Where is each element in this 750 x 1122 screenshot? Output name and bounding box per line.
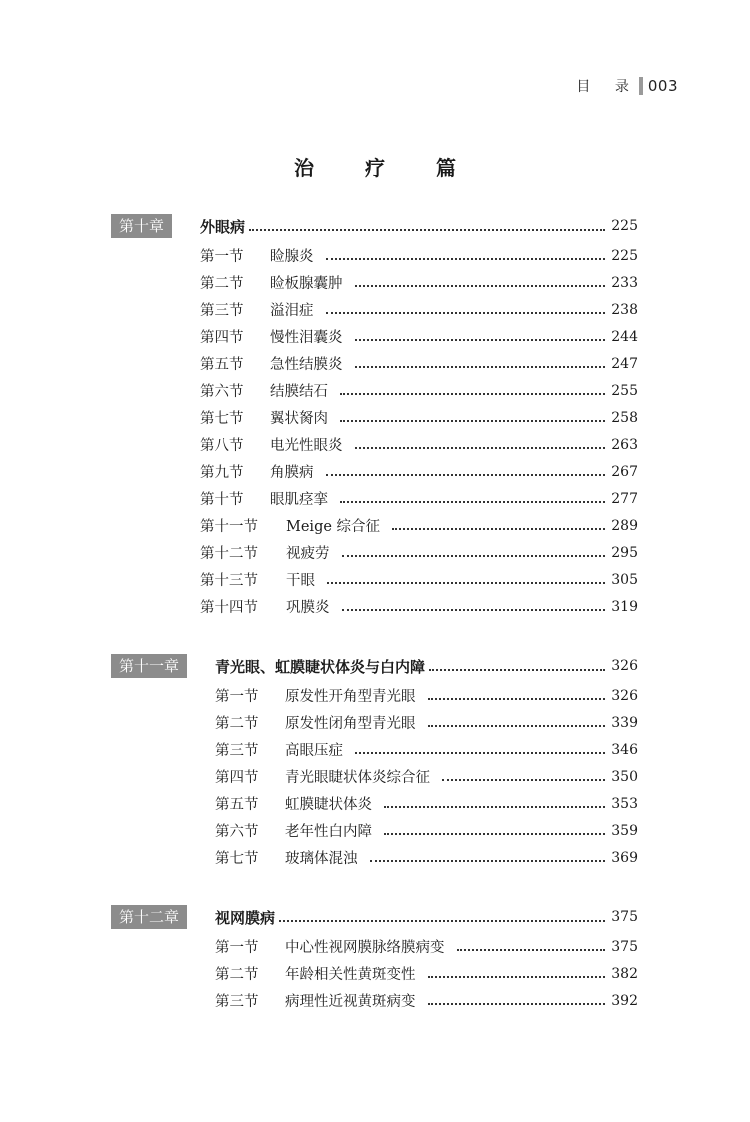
- toc-section-row[interactable]: [200, 323, 638, 350]
- toc-section-row[interactable]: [215, 933, 638, 960]
- section-title: 中心性视网膜脉络膜病变: [285, 940, 445, 956]
- dot-leader: [355, 338, 606, 341]
- toc-section-row[interactable]: [200, 431, 638, 458]
- chapter-title: 青光眼、虹膜睫状体炎与白内障: [215, 657, 426, 676]
- section-title: 老年性白内障: [285, 824, 372, 840]
- section-page: 247: [611, 355, 638, 372]
- dot-leader: [340, 392, 605, 395]
- section-title: 玻璃体混浊: [285, 851, 358, 867]
- chapter-title: 视网膜病: [215, 908, 276, 927]
- toc-section-row[interactable]: [200, 566, 638, 593]
- section-page: 319: [611, 598, 638, 615]
- toc-section-row[interactable]: [215, 709, 638, 736]
- section-title: 翼状胬肉: [270, 411, 328, 427]
- dot-leader: [342, 554, 606, 557]
- running-head: [576, 76, 678, 96]
- chapter-12: [111, 903, 638, 1014]
- section-page: 359: [611, 822, 638, 839]
- section-number: 第一节: [215, 940, 259, 956]
- section-number: 第十一节: [200, 519, 258, 535]
- section-number: 第二节: [215, 967, 259, 983]
- toc-section-row[interactable]: [215, 736, 638, 763]
- section-number: 第一节: [215, 689, 259, 705]
- section-list: [111, 682, 638, 871]
- section-number: 第七节: [200, 411, 244, 427]
- chapter-page: 225: [611, 218, 638, 234]
- toc-section-row[interactable]: [215, 960, 638, 987]
- chapter-badge: 第十二章: [111, 905, 187, 929]
- section-number: 第三节: [200, 303, 244, 319]
- part-title: 治 疗 篇: [294, 156, 478, 180]
- section-page: 346: [611, 741, 638, 758]
- dot-leader: [355, 365, 606, 368]
- chapter-badge: 第十一章: [111, 654, 187, 678]
- section-page: 277: [611, 490, 638, 507]
- section-number: 第四节: [215, 770, 259, 786]
- section-number: 第七节: [215, 851, 259, 867]
- section-number: 第九节: [200, 465, 244, 481]
- section-list: [111, 933, 638, 1014]
- dot-leader: [428, 724, 606, 727]
- dot-leader: [327, 581, 605, 584]
- dot-leader: [249, 228, 605, 231]
- dot-leader: [428, 975, 606, 978]
- section-title: 电光性眼炎: [270, 438, 343, 454]
- dot-leader: [370, 859, 606, 862]
- chapter-title: 外眼病: [200, 217, 246, 236]
- section-title: 原发性闭角型青光眼: [285, 716, 416, 732]
- section-page: 295: [611, 544, 638, 561]
- section-number: 第三节: [215, 994, 259, 1010]
- dot-leader: [326, 473, 606, 476]
- chapter-page: 326: [611, 658, 638, 674]
- section-page: 258: [611, 409, 638, 426]
- toc-section-row[interactable]: [200, 242, 638, 269]
- toc-section-row[interactable]: [200, 593, 638, 620]
- toc-section-row[interactable]: [200, 296, 638, 323]
- toc-section-row[interactable]: [200, 458, 638, 485]
- section-number: 第十三节: [200, 573, 258, 589]
- section-number: 第五节: [215, 797, 259, 813]
- section-number: 第十二节: [200, 546, 258, 562]
- chapter-page: 375: [611, 909, 638, 925]
- section-number: 第三节: [215, 743, 259, 759]
- section-title: 病理性近视黄斑病变: [285, 994, 416, 1010]
- chapter-heading[interactable]: [111, 212, 638, 240]
- section-page: 392: [611, 992, 638, 1009]
- section-number: 第五节: [200, 357, 244, 373]
- section-page: 289: [611, 517, 638, 534]
- dot-leader: [326, 257, 606, 260]
- dot-leader: [442, 778, 605, 781]
- toc-section-row[interactable]: [215, 844, 638, 871]
- section-page: 225: [611, 247, 638, 264]
- dot-leader: [342, 608, 606, 611]
- section-page: 238: [611, 301, 638, 318]
- toc-section-row[interactable]: [215, 682, 638, 709]
- toc-section-row[interactable]: [200, 512, 638, 539]
- section-page: 339: [611, 714, 638, 731]
- section-title: 视疲劳: [286, 546, 330, 562]
- dot-leader: [340, 500, 605, 503]
- dot-leader: [384, 805, 605, 808]
- chapter-heading[interactable]: [111, 903, 638, 931]
- section-page: 382: [611, 965, 638, 982]
- section-number: 第十四节: [200, 600, 258, 616]
- section-number: 第十节: [200, 492, 244, 508]
- toc-section-row[interactable]: [215, 987, 638, 1014]
- dot-leader: [355, 751, 605, 754]
- chapter-10: [111, 212, 638, 620]
- section-page: 326: [611, 687, 638, 704]
- chapter-heading[interactable]: [111, 652, 638, 680]
- toc-section-row[interactable]: [200, 485, 638, 512]
- toc-section-row[interactable]: [200, 269, 638, 296]
- section-title: 慢性泪囊炎: [270, 330, 343, 346]
- running-head-label: 目 录: [576, 79, 639, 95]
- section-title: 原发性开角型青光眼: [285, 689, 416, 705]
- section-page: 244: [611, 328, 638, 345]
- section-page: 263: [611, 436, 638, 453]
- dot-leader: [457, 948, 606, 951]
- dot-leader: [429, 668, 605, 671]
- toc-section-row[interactable]: [215, 790, 638, 817]
- section-page: 255: [611, 382, 638, 399]
- section-title: 结膜结石: [270, 384, 328, 400]
- section-title: 眼肌痉挛: [270, 492, 328, 508]
- section-page: 350: [611, 768, 638, 785]
- running-head-divider: [639, 77, 643, 95]
- chapter-11: [111, 652, 638, 871]
- section-number: 第六节: [215, 824, 259, 840]
- section-title: 急性结膜炎: [270, 357, 343, 373]
- section-title: 虹膜睫状体炎: [285, 797, 372, 813]
- dot-leader: [355, 446, 606, 449]
- section-page: 353: [611, 795, 638, 812]
- section-number: 第四节: [200, 330, 244, 346]
- section-title: 高眼压症: [285, 743, 343, 759]
- section-page: 267: [611, 463, 638, 480]
- section-title: 年龄相关性黄斑变性: [285, 967, 416, 983]
- section-number: 第二节: [200, 276, 244, 292]
- toc-section-row[interactable]: [200, 404, 638, 431]
- section-number: 第六节: [200, 384, 244, 400]
- toc-section-row[interactable]: [200, 350, 638, 377]
- section-list: [111, 242, 638, 620]
- section-title: 溢泪症: [270, 303, 314, 319]
- dot-leader: [428, 697, 606, 700]
- toc-section-row[interactable]: [200, 539, 638, 566]
- section-page: 375: [611, 938, 638, 955]
- section-page: 305: [611, 571, 638, 588]
- running-head-page-number: 003: [647, 77, 678, 95]
- section-title: Meige 综合征: [286, 519, 381, 535]
- toc-section-row[interactable]: [215, 817, 638, 844]
- section-title: 睑板腺囊肿: [270, 276, 343, 292]
- toc-section-row[interactable]: [200, 377, 638, 404]
- toc-section-row[interactable]: [215, 763, 638, 790]
- dot-leader: [384, 832, 605, 835]
- section-number: 第二节: [215, 716, 259, 732]
- section-title: 干眼: [286, 573, 315, 589]
- section-title: 青光眼睫状体炎综合征: [285, 770, 430, 786]
- dot-leader: [428, 1002, 606, 1005]
- dot-leader: [355, 284, 606, 287]
- section-page: 233: [611, 274, 638, 291]
- dot-leader: [279, 919, 605, 922]
- dot-leader: [392, 527, 605, 530]
- section-title: 巩膜炎: [286, 600, 330, 616]
- chapter-badge: 第十章: [111, 214, 172, 238]
- section-title: 角膜病: [270, 465, 314, 481]
- section-number: 第一节: [200, 249, 244, 265]
- section-number: 第八节: [200, 438, 244, 454]
- dot-leader: [326, 311, 606, 314]
- section-title: 睑腺炎: [270, 249, 314, 265]
- dot-leader: [340, 419, 605, 422]
- section-page: 369: [611, 849, 638, 866]
